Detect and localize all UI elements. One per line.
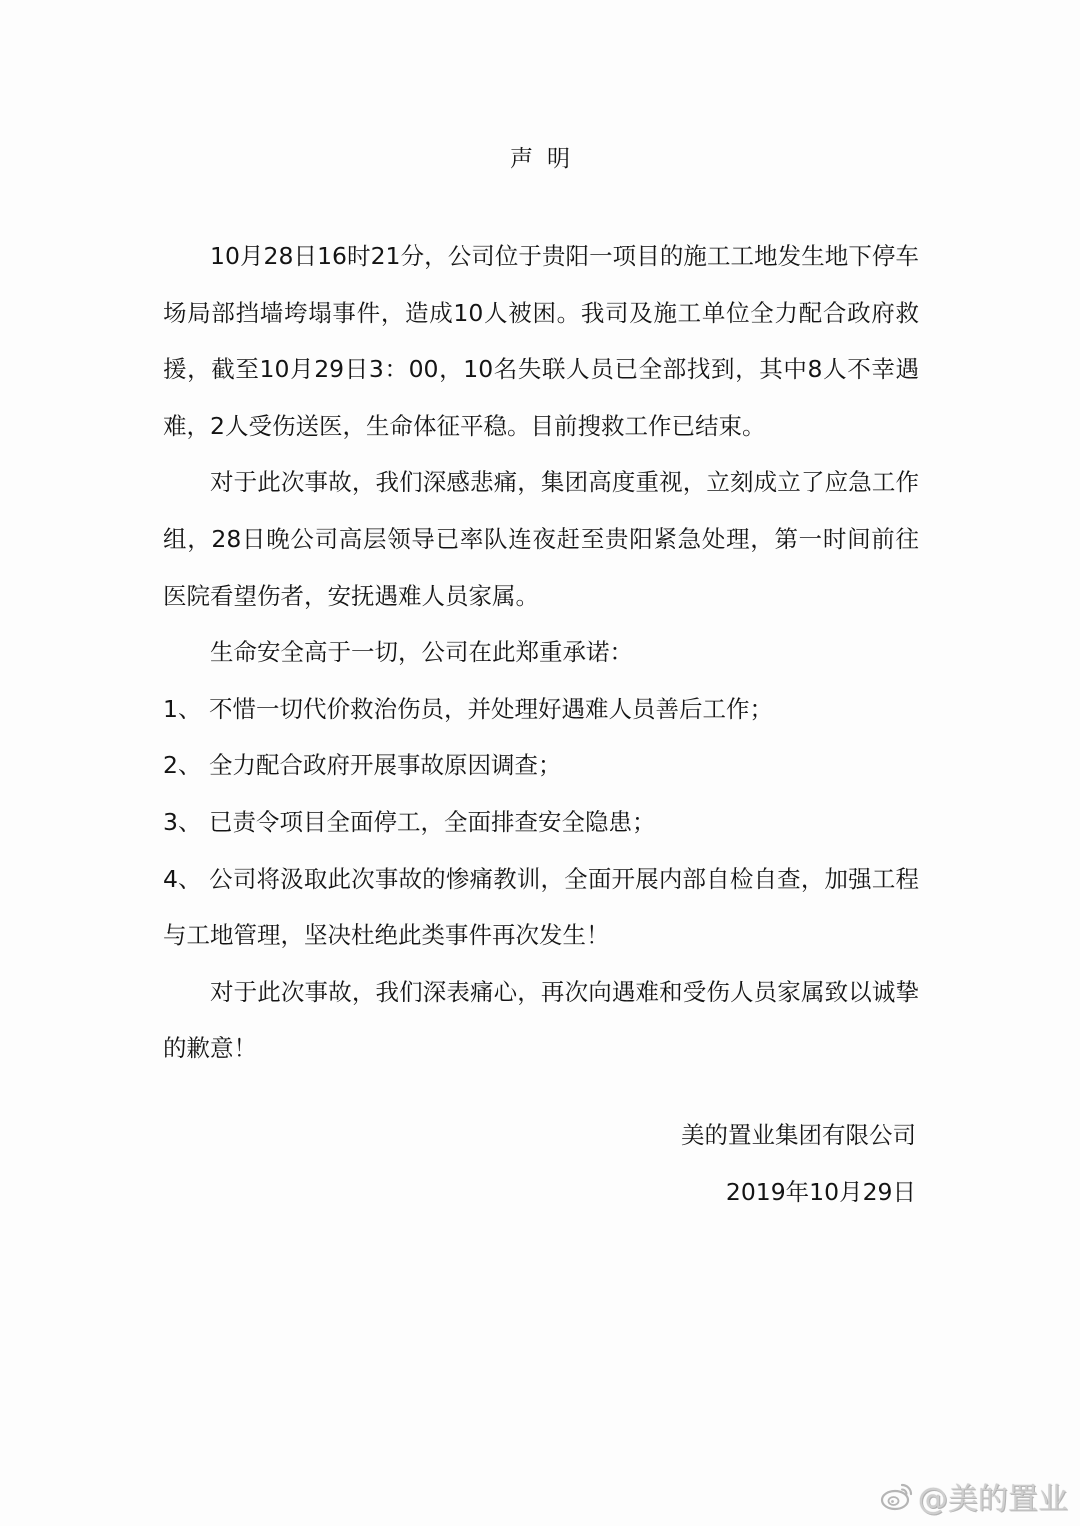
commitment-item [163, 851, 919, 964]
commitment-number: 3、 [163, 807, 202, 836]
weibo-icon [880, 1481, 914, 1511]
signature-date: 2019年10月29日 [725, 1178, 916, 1206]
paragraph-response: 对于此次事故，我们深感悲痛，集团高度重视，立刻成立了应急工作组，28日晚公司高层领导已率队连夜赶至贵阳紧急处理，第一时间前往医院看望伤者，安抚遇难人员家属。 [163, 468, 919, 610]
commitment-text: 公司将汲取此次事故的惨痛教训，全面开展内部自检自查，加强工程与工地管理，坚决杜绝此类事件再次发生！ [163, 864, 919, 950]
commitment-text: 不惜一切代价救治伤员，并处理好遇难人员善后工作； [209, 694, 773, 723]
watermark-text: @美的置业 [918, 1482, 1068, 1517]
document-title: 声明 [510, 146, 584, 172]
commitment-item [163, 681, 919, 738]
commitment-item [163, 737, 919, 794]
paragraph-closing: 对于此次事故，我们深表痛心，再次向遇难和受伤人员家属致以诚挚的歉意！ [163, 977, 919, 1063]
document-body [163, 228, 919, 1077]
commitment-number: 1、 [163, 694, 202, 723]
weibo-watermark [880, 1474, 1068, 1518]
paragraph-commitment-intro: 生命安全高于一切，公司在此郑重承诺： [210, 638, 633, 667]
commitment-number: 4、 [163, 864, 202, 893]
paragraph-incident: 10月28日16时21分，公司位于贵阳一项目的施工工地发生地下停车场局部挡墙垮塌事件，造成10人被困。我司及施工单位全力配合政府救援，截至10月29日3：00，10名失联人员已全部找到，其中8人不幸遇难，2人受伤送医，生命体征平稳。目前搜救工作已结束。 [163, 242, 919, 440]
commitment-number: 2、 [163, 751, 202, 780]
commitment-text: 全力配合政府开展事故原因调查； [209, 751, 562, 780]
commitment-item [163, 794, 919, 851]
commitment-text: 已责令项目全面停工，全面排查安全隐患； [209, 807, 656, 836]
signature-company: 美的置业集团有限公司 [681, 1121, 916, 1149]
